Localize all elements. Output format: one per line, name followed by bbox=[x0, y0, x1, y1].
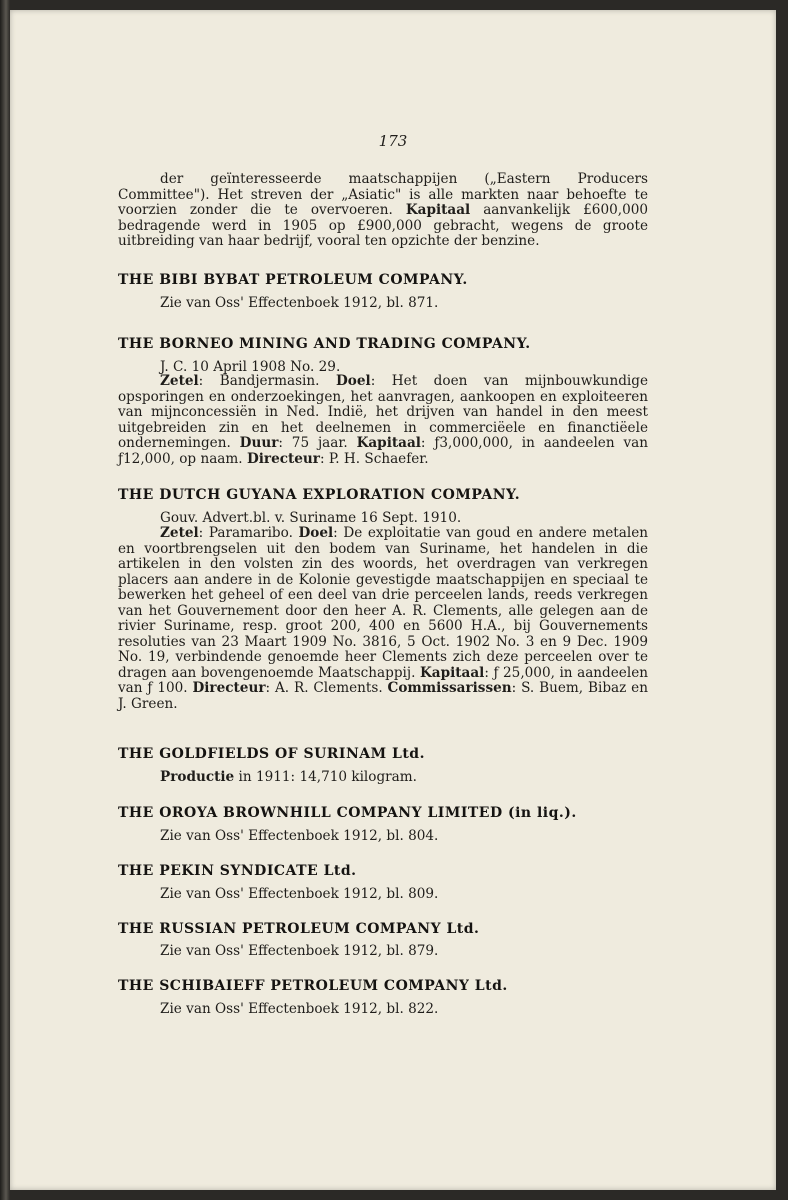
goldfields-productie-label: Productie bbox=[160, 769, 235, 785]
borneo-text-4: : ƒ3,000,000, in aandeelen van ƒ12,000, op naam. bbox=[118, 435, 648, 467]
borneo-duur-label: Duur bbox=[239, 435, 279, 451]
guyana-paragraph bbox=[118, 526, 648, 712]
intro-kapitaal-label: Kapitaal bbox=[405, 202, 471, 218]
heading-dutch-guyana: THE DUTCH GUYANA EXPLORATION COMPANY. bbox=[118, 487, 521, 503]
heading-goldfields: THE GOLDFIELDS OF SURINAM Ltd. bbox=[118, 746, 425, 762]
guyana-text-2: : De exploitatie van goud en andere metalen en voortbrengselen uit den bodem van Suriname, het handelen in die artikelen in den volsten zin des woords, het overdragen van verkregen placers aan andere in de Kolonie gevestigde maatschappijen en speciaal te bewerken het geheel of een deel van drie perceelen lands, reeds verkregen van het Gouvernement door den heer A. R. Clements, alle gelegen aan de rivier Suriname, resp. groot 200, 400 en 5600 H.A., bij Gouvernements resoluties van 23 Maart 1909 No. 3816, 5 Oct. 1902 No. 3 en 9 Dec. 1909 No. 19, verbindende genoemde heer Clements zich deze perceelen over te dragen aan bovengenoemde Maatschappij. bbox=[118, 525, 648, 681]
document-page bbox=[10, 10, 776, 1190]
heading-bibi-bybat: THE BIBI BYBAT PETROLEUM COMPANY. bbox=[118, 272, 468, 288]
borneo-doel-label: Doel bbox=[336, 373, 371, 389]
guyana-text-3: : ƒ 25,000, in aandeelen van ƒ 100. bbox=[118, 664, 648, 696]
heading-oroya: THE OROYA BROWNHILL COMPANY LIMITED (in liq.). bbox=[118, 805, 577, 821]
heading-russian: THE RUSSIAN PETROLEUM COMPANY Ltd. bbox=[118, 921, 480, 937]
borneo-paragraph bbox=[118, 374, 648, 467]
borneo-directeur-label: Directeur bbox=[246, 450, 320, 467]
intro-paragraph bbox=[118, 171, 649, 250]
ref-schibaieff: Zie van Oss' Effectenboek 1912, bl. 822. bbox=[160, 1001, 439, 1017]
guyana-text-5: : S. Buem, Bibaz en J. Green. bbox=[118, 680, 648, 712]
ref-goldfields bbox=[160, 769, 417, 785]
borneo-text-1: : Bandjermasin. bbox=[198, 373, 337, 389]
guyana-directeur-label: Directeur bbox=[192, 680, 266, 696]
borneo-text-3: : 75 jaar. bbox=[278, 435, 357, 451]
guyana-text-1: : Paramaribo. bbox=[198, 525, 299, 541]
borneo-zetel-label: Zetel bbox=[160, 373, 199, 389]
intro-text-1: der geïnteresseerde maatschappijen („Eastern Producers Committee"). Het streven der „Asiatic" is alle markten naar behoefte te voorzien zonder die te overvoeren. bbox=[118, 171, 648, 218]
guyana-kapitaal-label: Kapitaal bbox=[419, 664, 485, 681]
borneo-text-2: : Het doen van mijnbouwkundige opsporingen en onderzoekingen, het aanvragen, aankoopen en exploiteeren van mijnconcessiën in Ned. Indië, het drijven van handel in den meest uitgebreiden zin en het deelnemen in commerciëele en financtiëele ondernemingen. bbox=[118, 373, 648, 451]
heading-schibaieff: THE SCHIBAIEFF PETROLEUM COMPANY Ltd. bbox=[118, 978, 508, 994]
borneo-text-5: : P. H. Schaefer. bbox=[319, 450, 429, 467]
guyana-commissarissen-label: Commissarissen bbox=[387, 680, 512, 696]
ref-oroya: Zie van Oss' Effectenboek 1912, bl. 804. bbox=[160, 828, 439, 844]
guyana-doel-label: Doel bbox=[298, 525, 334, 541]
intro-text-2: aanvankelijk £600,000 bedragende werd in 1905 op £900,000 gebracht, wegens de groote uitbreiding van haar bedrijf, vooral ten opzichte der benzine. bbox=[118, 202, 649, 249]
goldfields-text: in 1911: 14,710 kilogram. bbox=[234, 769, 417, 785]
ref-borneo: J. C. 10 April 1908 No. 29. bbox=[160, 359, 341, 375]
ref-pekin: Zie van Oss' Effectenboek 1912, bl. 809. bbox=[160, 886, 439, 902]
page-number: 173 bbox=[378, 132, 408, 150]
ref-dutch-guyana: Gouv. Advert.bl. v. Suriname 16 Sept. 1910. bbox=[160, 510, 462, 526]
page-edge bbox=[0, 0, 10, 1200]
ref-bibi-bybat: Zie van Oss' Effectenboek 1912, bl. 871. bbox=[160, 295, 439, 311]
heading-borneo: THE BORNEO MINING AND TRADING COMPANY. bbox=[118, 336, 531, 352]
borneo-kapitaal-label: Kapitaal bbox=[356, 435, 421, 451]
heading-pekin: THE PEKIN SYNDICATE Ltd. bbox=[118, 863, 357, 879]
guyana-zetel-label: Zetel bbox=[160, 525, 199, 541]
ref-russian: Zie van Oss' Effectenboek 1912, bl. 879. bbox=[160, 943, 439, 959]
guyana-text-4: : A. R. Clements. bbox=[265, 680, 388, 696]
